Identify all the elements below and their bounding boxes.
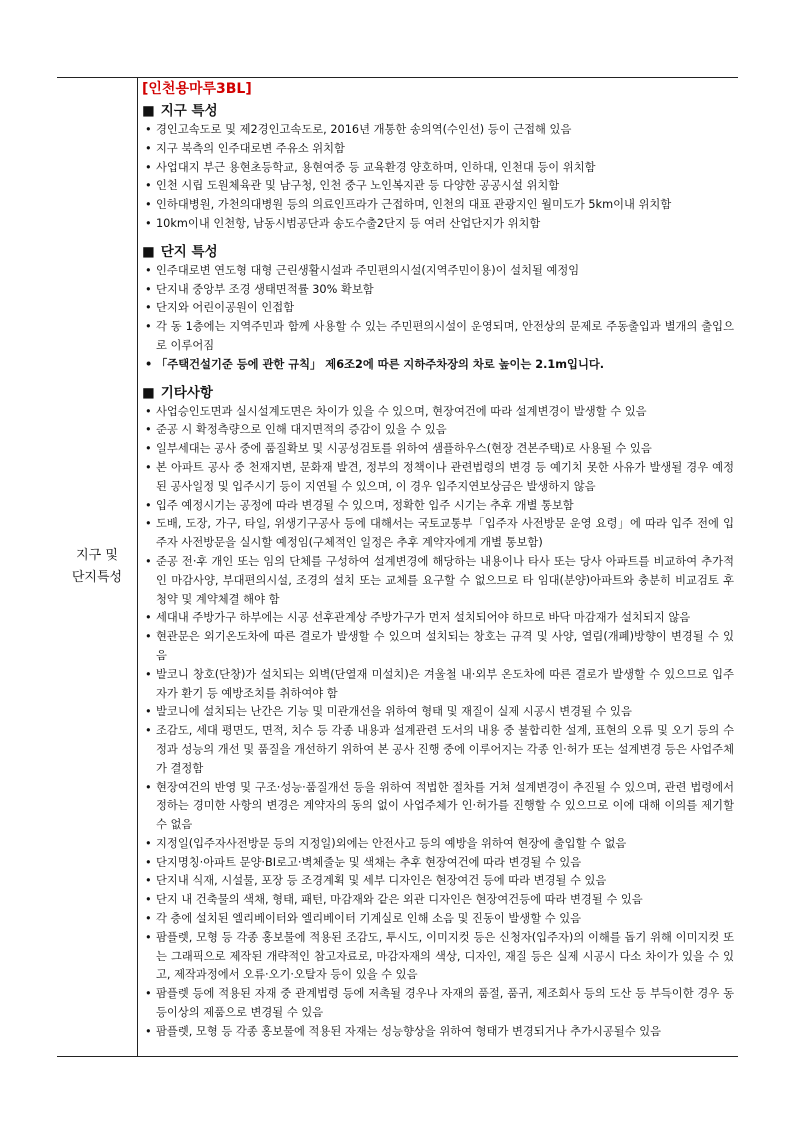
section-list (142, 403, 734, 1042)
list-item: • 팜플렛, 모형 등 각종 홍보물에 적용된 자재는 성능향상을 위하여 형태가 변경되거나 추가시공될수 있음 (142, 1023, 734, 1042)
list-item: • 현관문은 외기온도차에 따른 결로가 발생할 수 있으며 설치되는 창호는 규격 및 사양, 열림(개폐)방향이 변경될 수 있음 (142, 628, 734, 666)
section-heading-text: 지구 특성 (160, 103, 218, 119)
list-item: • 입주 예정시기는 공정에 따라 변경될 수 있으며, 정확한 입주 시기는 추후 개별 통보함 (142, 497, 734, 516)
list-item: • 도배, 도장, 가구, 타일, 위생기구공사 등에 대해서는 국토교통부「입주자 사전방문 운영 요령」에 따라 입주 전에 입주자 사전방문을 실시할 예정임(구체적인 일정은 추후 계약자에게 개별 통보함) (142, 515, 734, 553)
list-item: • 사업승인도면과 실시설계도면은 차이가 있을 수 있으며, 현장여건에 따라 설계변경이 발생할 수 있음 (142, 403, 734, 422)
square-bullet-icon: ■ (142, 384, 155, 401)
list-item: • 발코니 창호(단창)가 설치되는 외벽(단열재 미설치)은 겨울철 내·외부 온도차에 따른 결로가 발생할 수 있으므로 입주자가 환기 등 예방조치를 취하여야 함 (142, 666, 734, 704)
content-cell (138, 78, 738, 1056)
list-item: • 준공 시 확정측량으로 인해 대지면적의 증감이 있을 수 있음 (142, 421, 734, 440)
list-item: • 인주대로변 연도형 대형 근린생활시설과 주민편의시설(지역주민이용)이 설치될 예정임 (142, 262, 734, 281)
list-item: • 일부세대는 공사 중에 품질확보 및 시공성검토를 위하여 샘플하우스(현장 견본주택)로 사용될 수 있음 (142, 440, 734, 459)
list-item: • 단지 내 건축물의 색채, 형태, 패턴, 마감재와 같은 외관 디자인은 현장여건등에 따라 변경될 수 있음 (142, 891, 734, 910)
square-bullet-icon: ■ (142, 243, 155, 260)
section-heading (142, 242, 734, 262)
list-item: • 본 아파트 공사 중 천재지변, 문화재 발견, 정부의 정책이나 관련법령의 변경 등 예기치 못한 사유가 발생될 경우 예정된 공사일정 및 입주시기 등이 지연될 수 있으며, 이 경우 입주지연보상금은 발생하지 않음 (142, 459, 734, 497)
list-item: • 세대내 주방가구 하부에는 시공 선후관계상 주방가구가 먼저 설치되어야 하므로 바닥 마감재가 설치되지 않음 (142, 609, 734, 628)
list-item: • 단지와 어린이공원이 인접함 (142, 299, 734, 318)
side-label-line: 지구 및 (76, 547, 118, 563)
list-item: • 단지명칭·아파트 문양·BI로고·벽체줄눈 및 색채는 추후 현장여건에 따라 변경될 수 있음 (142, 854, 734, 873)
list-item: • 팜플렛 등에 적용된 자재 중 관계법령 등에 저촉될 경우나 자재의 품절, 품귀, 제조회사 등의 도산 등 부득이한 경우 동등이상의 제품으로 변경될 수 있음 (142, 985, 734, 1023)
complex-title: [인천용마루3BL] (142, 81, 252, 97)
side-label-line: 단지특성 (71, 569, 123, 585)
list-item: • 지정일(입주자사전방문 등의 지정일)외에는 안전사고 등의 예방을 위하여 현장에 출입할 수 없음 (142, 835, 734, 854)
section-heading-text: 기타사항 (160, 384, 213, 401)
list-item: • 단지내 식재, 시설물, 포장 등 조경계획 및 세부 디자인은 현장여건 등에 따라 변경될 수 있음 (142, 872, 734, 891)
list-item: • 인천 시립 도원체육관 및 남구청, 인천 중구 노인복지관 등 다양한 공공시설 위치함 (142, 177, 734, 196)
list-item: • 「주택건설기준 등에 관한 규칙」 제6조2에 따른 지하주차장의 차로 높이는 2.1m입니다. (142, 356, 734, 375)
list-item: • 인하대병원, 가천의대병원 등의 의료인프라가 근접하며, 인천의 대표 관광지인 월미도가 5km이내 위치함 (142, 196, 734, 215)
section-heading-text: 단지 특성 (160, 243, 218, 260)
section-heading (142, 101, 734, 121)
list-item: • 지구 북측의 인주대로변 주유소 위치함 (142, 140, 734, 159)
list-item: • 조감도, 세대 평면도, 면적, 치수 등 각종 내용과 설계관련 도서의 내용 중 불합리한 설계, 표현의 오류 및 오기 등의 수정과 성능의 개선 및 품질을 개선하기 위하여 본 공사 진행 중에 이루어지는 각종 인·허가 또는 설계변경 등은 사업주체가 결정함 (142, 722, 734, 778)
list-item: • 준공 전·후 개인 또는 임의 단체를 구성하여 설계변경에 해당하는 내용이나 타사 또는 당사 아파트를 비교하여 추가적인 마감사양, 부대편의시설, 조경의 설치 또는 교체를 요구할 수 없으므로 타 임대(분양)아파트와 충분히 비교검토 후 청약 및 계약체결 해야 함 (142, 553, 734, 609)
list-item: • 경인고속도로 및 제2경인고속도로, 2016년 개통한 송의역(수인선) 등이 근접해 있음 (142, 121, 734, 140)
list-item: • 각 동 1층에는 지역주민과 함께 사용할 수 있는 주민편의시설이 운영되며, 안전상의 문제로 주동출입과 별개의 출입으로 이루어짐 (142, 318, 734, 356)
list-item: • 각 층에 설치된 엘리베이터와 엘리베이터 기계실로 인해 소음 및 진동이 발생할 수 있음 (142, 910, 734, 929)
list-item: • 발코니에 설치되는 난간은 기능 및 미관개선을 위하여 형태 및 재질이 실제 시공시 변경될 수 있음 (142, 703, 734, 722)
notice-table (57, 77, 738, 1057)
section-heading (142, 383, 734, 403)
list-item: • 사업대지 부근 용현초등학교, 용현여중 등 교육환경 양호하며, 인하대, 인천대 등이 위치함 (142, 159, 734, 178)
list-item: • 단지내 중앙부 조경 생태면적률 30% 확보함 (142, 281, 734, 300)
list-item: • 현장여건의 반영 및 구조·성능·품질개선 등을 위하여 적법한 절차를 거쳐 설계변경이 추진될 수 있으며, 관련 법령에서 정하는 경미한 사항의 변경은 계약자의 동의 없이 사업주체가 인·허가를 진행할 수 있으므로 이에 대해 이의를 제기할 수 없음 (142, 779, 734, 835)
section-list (142, 121, 734, 234)
list-item: • 팜플렛, 모형 등 각종 홍보물에 적용된 조감도, 투시도, 이미지컷 등은 신청자(입주자)의 이해를 돕기 위해 이미지컷 또는 그래픽으로 제작된 개략적인 참고자료로, 마감자재의 색상, 디자인, 재질 등은 실제 시공시 다소 차이가 있을 수 있고, 제작과정에서 오류·오기·오탈자 등이 있을 수 있음 (142, 929, 734, 985)
square-bullet-icon: ■ (142, 103, 155, 119)
section-list (142, 262, 734, 375)
list-item: • 10km이내 인천항, 남동시범공단과 송도수출2단지 등 여러 산업단지가 위치함 (142, 215, 734, 234)
side-label-cell (57, 78, 138, 1056)
